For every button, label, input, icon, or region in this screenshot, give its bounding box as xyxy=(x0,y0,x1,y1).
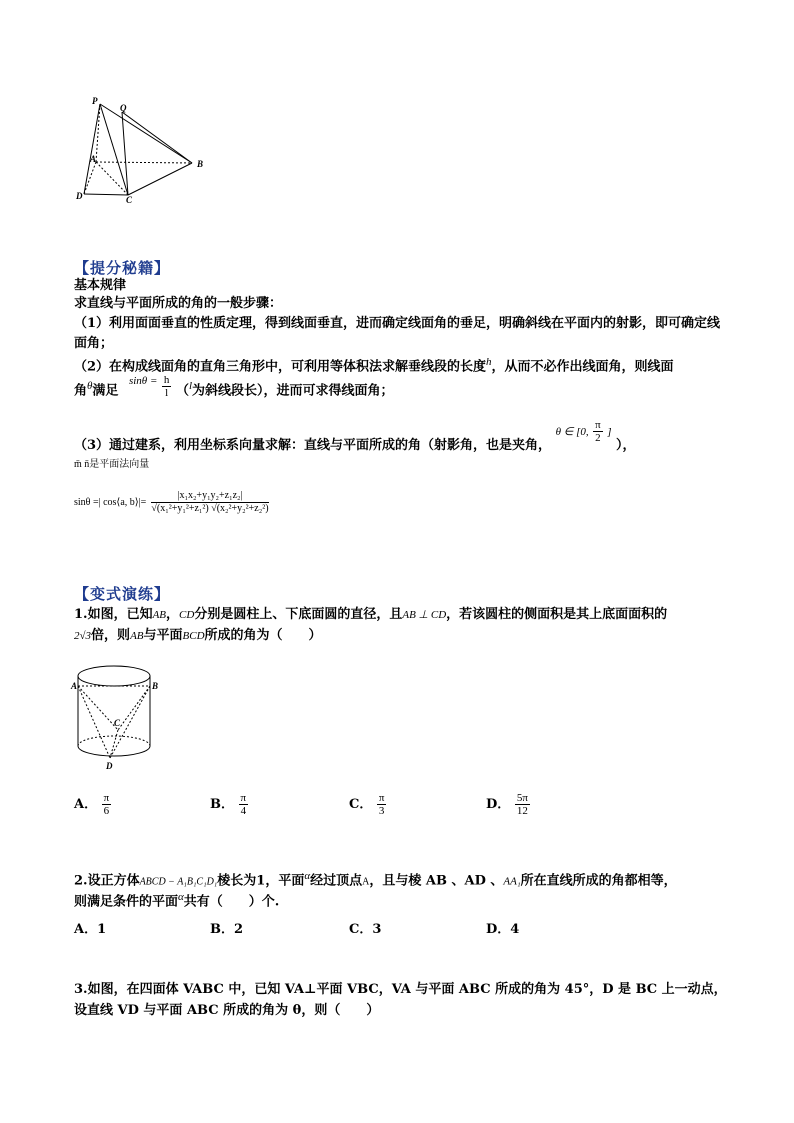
step-2-text-b: ，从而不必作出线面角，则线面 xyxy=(491,359,674,375)
q1-choice-a-fraction xyxy=(102,792,112,817)
q1-text-g: 所成的角为（ ） xyxy=(204,628,322,643)
fig1-label-p: P xyxy=(92,96,98,106)
q2-aa1: AA₁ xyxy=(503,875,521,888)
q1-choice-c-letter: C． xyxy=(349,797,373,812)
q2-text-e: 所在直线所成的角都相等， xyxy=(520,873,677,889)
q1-text-c: 分别是圆柱上、下底面圆的直径，且 xyxy=(194,607,403,622)
q1-choice-b-fraction xyxy=(239,792,249,817)
q1-line1 xyxy=(74,605,667,625)
step-2-frac-den: l xyxy=(165,387,169,400)
q3-line1: 3.如图，在四面体 VABC 中，已知 VA⊥平面 VBC，VA 与平面 ABC 所成的角为 45°，D 是 BC 上一动点， xyxy=(74,982,727,997)
pyramid-figure xyxy=(72,92,212,207)
q2-alpha: α xyxy=(304,870,311,882)
q1-choice-b-den: 4 xyxy=(240,805,247,817)
q1-choice-a-num: π xyxy=(103,792,110,804)
q2-choice-c[interactable]: C．3 xyxy=(349,922,382,937)
q1-choice-a[interactable] xyxy=(74,792,111,817)
fig2-label-b: B xyxy=(152,681,159,691)
q1-choice-d-letter: D． xyxy=(486,797,511,812)
q1-bcd: BCD xyxy=(182,630,205,642)
step-2-fraction xyxy=(162,374,172,399)
q1-ab: AB xyxy=(152,609,167,621)
step-3-range-rhs: ] xyxy=(607,426,612,438)
basic-rule-title: 基本规律 xyxy=(74,278,127,293)
q2-text-a: 2.设正方体 xyxy=(74,873,140,889)
step-3-line1 xyxy=(74,419,636,458)
q3-line2: 设直线 VD 与平面 ABC 所成的角为 θ，则（ ） xyxy=(74,1003,380,1018)
q1-choice-a-den: 6 xyxy=(103,805,110,817)
step-3-end: ）， xyxy=(616,438,636,453)
fig2-label-a: A xyxy=(71,681,78,691)
q1-text-b: ， xyxy=(166,607,180,622)
step-3-normal-vector-note: m̄ n̄是平面法向量 xyxy=(74,459,150,470)
q2-alpha-2: α xyxy=(178,891,184,903)
q1-choice-c-num: π xyxy=(378,792,385,804)
step-2-frac-num: h xyxy=(163,374,170,387)
q1-choice-b-num: π xyxy=(240,792,247,804)
step-2-text-c: 角 xyxy=(74,383,88,399)
step-2-l: l xyxy=(188,380,193,392)
q2-text-line2b: 共有（ ）个. xyxy=(183,894,280,910)
fig1-label-c: C xyxy=(126,195,133,205)
q2-text-d: ，且与棱 AB 、AD 、 xyxy=(369,873,504,889)
cylinder-figure xyxy=(70,658,165,773)
q1-text-a: 1.如图，已知 xyxy=(74,607,153,622)
step-3-range-fraction xyxy=(593,419,603,444)
q1-text-d: ，若该圆柱的侧面积是其上底面面积的 xyxy=(446,607,668,622)
step-1: （1）利用面面垂直的性质定理，得到线面垂直，进而确定线面角的垂足，明确斜线在平面内的射影，即可确定线面角； xyxy=(74,316,721,351)
q1-choice-a-letter: A． xyxy=(74,797,98,812)
steps-intro: 求直线与平面所成的角的一般步骤： xyxy=(74,296,283,311)
q1-ab-2: AB xyxy=(130,630,144,642)
q1-choice-c-den: 3 xyxy=(378,805,385,817)
step-2-sin-lhs: sinθ = xyxy=(128,375,158,388)
q1-text-e: 倍，则 xyxy=(91,628,131,643)
fig1-label-a: A xyxy=(90,154,97,164)
q1-coef: 2√3 xyxy=(74,630,92,642)
step-3-range-lhs: θ ∈ [0, xyxy=(555,426,589,438)
section-heading-practice: 【变式演练】 xyxy=(74,585,171,603)
q2-line2 xyxy=(74,887,279,912)
q2-choice-b[interactable]: B．2 xyxy=(210,922,244,937)
formula-fraction xyxy=(151,490,268,515)
q1-choice-d-den: 12 xyxy=(516,805,528,817)
fig1-label-q: Q xyxy=(120,103,127,113)
q1-line2 xyxy=(74,626,322,646)
step-3-range-num: π xyxy=(595,419,601,431)
step-3-range-den: 2 xyxy=(595,432,601,444)
formula-den: √(x₁²+y₁²+z₁²) √(x₂²+y₂²+z₂²) xyxy=(151,503,269,514)
fig2-label-c: C xyxy=(114,718,121,728)
step-2-theta: θ xyxy=(87,380,93,392)
step-3-range xyxy=(555,419,616,444)
q2-text-line2a: 则满足条件的平面 xyxy=(74,894,179,910)
section-heading-tips: 【提分秘籍】 xyxy=(74,259,171,277)
q1-choice-c-fraction xyxy=(377,792,387,817)
fig2-label-d: D xyxy=(106,761,113,771)
q2-choice-a[interactable]: A．1 xyxy=(74,922,107,937)
q2-text-b: 棱长为1，平面 xyxy=(217,873,305,889)
q2-cube: ABCD − A₁B₁C₁D₁ xyxy=(139,876,218,888)
q1-choice-b[interactable] xyxy=(210,792,248,817)
q2-choice-d[interactable]: D．4 xyxy=(486,922,520,937)
step-2-text-a: （2）在构成线面角的直角三角形中，可利用等体积法求解垂线段的长度 xyxy=(74,359,487,375)
formula-lhs: sinθ =| cos⟨a, b⟩|= xyxy=(74,497,147,508)
step-3-text: （3）通过建系，利用坐标系向量求解：直线与平面所成的角（射影角，也是夹角， xyxy=(74,438,552,453)
step-2-line2 xyxy=(74,376,394,403)
q1-choice-c[interactable] xyxy=(349,792,386,817)
q2-point-a: A xyxy=(362,876,370,888)
q1-perp: AB ⊥ CD xyxy=(402,609,447,621)
q1-text-f: 与平面 xyxy=(143,628,183,643)
step-2-h: h xyxy=(486,356,492,368)
formula-num: |x₁x₂+y₁y₂+z₁z₂| xyxy=(151,490,268,503)
q1-choice-d[interactable] xyxy=(486,792,530,817)
q2-text-c: 经过顶点 xyxy=(310,873,363,889)
step-2-text-f: 为斜线段长），进而可求得线面角； xyxy=(192,383,394,399)
step-2-text-d: 满足 xyxy=(92,383,119,399)
q1-choice-d-num: 5π xyxy=(516,792,528,804)
q1-choice-b-letter: B． xyxy=(210,797,234,812)
q1-choice-d-fraction xyxy=(515,792,530,817)
fig1-label-b: B xyxy=(197,159,204,169)
fig1-label-d: D xyxy=(76,191,83,201)
q1-cd: CD xyxy=(179,609,195,621)
step-2-text-e: （ xyxy=(175,383,189,399)
angle-formula xyxy=(74,490,269,515)
